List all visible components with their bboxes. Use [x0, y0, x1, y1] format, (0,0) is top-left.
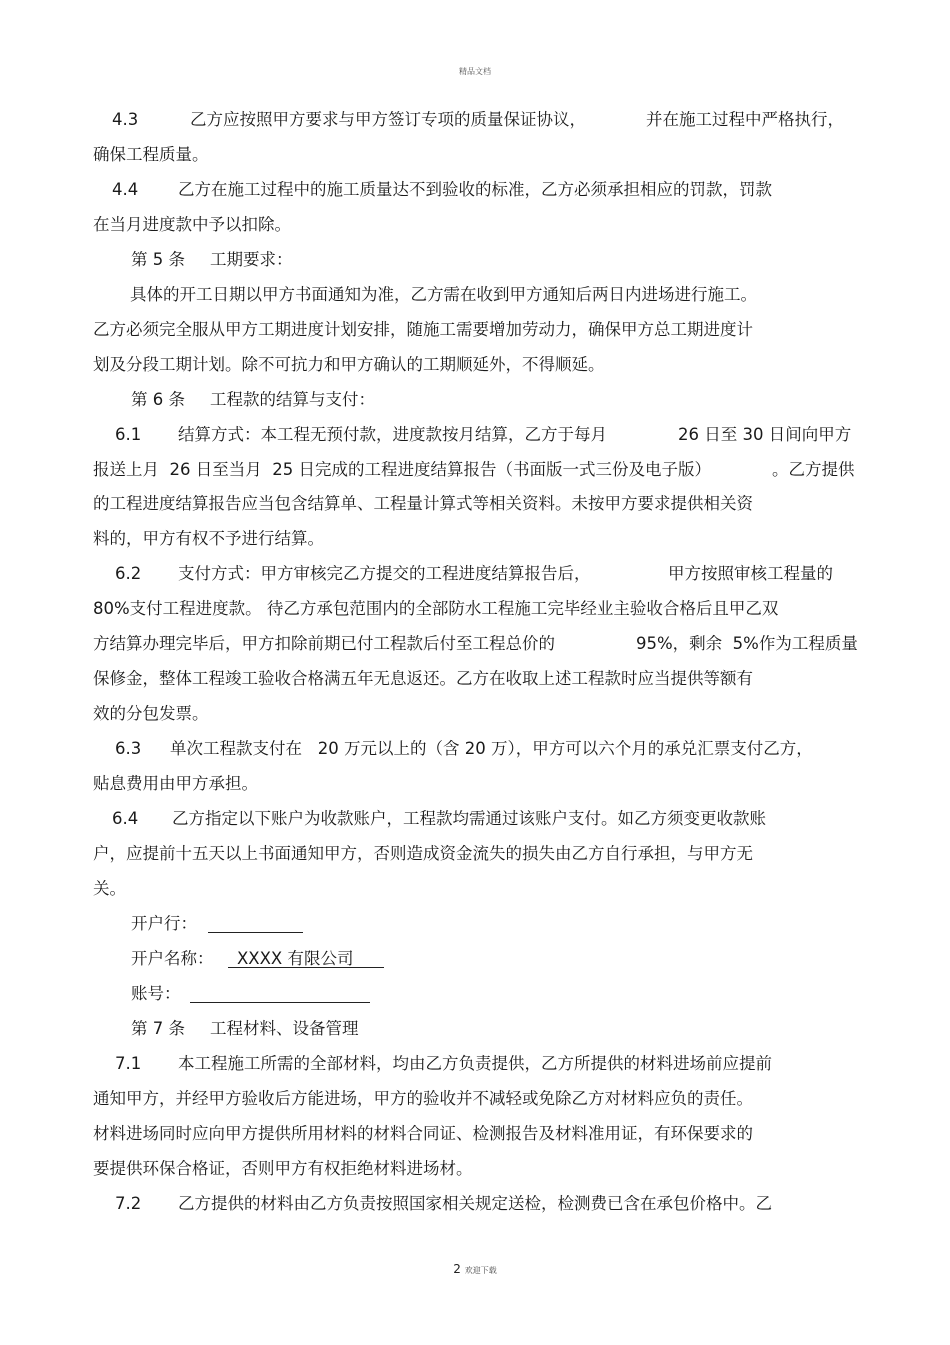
paragraph-line: 效的分包发票。	[93, 704, 209, 723]
paragraph-line: 在当月进度款中予以扣除。	[93, 215, 291, 234]
paragraph-line: 方结算办理完毕后，甲方扣除前期已付工程款后付至工程总价的	[93, 634, 555, 653]
account-name-value: XXXX 有限公司	[237, 949, 354, 968]
paragraph-line: 6.3	[115, 739, 142, 758]
footer-text: 欢迎下载	[464, 1266, 497, 1275]
bank-name-blank	[208, 932, 303, 933]
article-heading: 工程材料、设备管理	[210, 1019, 359, 1038]
account-name-label: 开户名称：	[131, 949, 214, 968]
paragraph-line: 乙方提供的材料由乙方负责按照国家相关规定送检，检测费已含在承包价格中。乙	[178, 1194, 772, 1213]
paragraph-line: 乙方指定以下账户为收款账户，工程款均需通过该账户支付。如乙方须变更收款账	[172, 809, 766, 828]
paragraph-line: 的工程进度结算报告应当包含结算单、工程量计算式等相关资料。未按甲方要求提供相关资	[93, 494, 753, 513]
paragraph-line: 乙方必须完全服从甲方工期进度计划安排，随施工需要增加劳动力，确保甲方总工期进度计	[93, 320, 753, 339]
paragraph-line: 乙方在施工过程中的施工质量达不到验收的标准，乙方必须承担相应的罚款，罚款	[178, 180, 772, 199]
paragraph-line: 通知甲方，并经甲方验收后方能进场，甲方的验收并不减轻或免除乙方对材料应负的责任。	[93, 1089, 753, 1108]
paragraph-line: 划及分段工期计划。除不可抗力和甲方确认的工期顺延外，不得顺延。	[93, 355, 605, 374]
paragraph-line: 并在施工过程中严格执行，	[646, 110, 844, 129]
paragraph-line: 26 日至 30 日间向甲方	[678, 425, 852, 444]
account-number-blank	[190, 1002, 370, 1003]
paragraph-line: 确保工程质量。	[93, 145, 209, 164]
bank-name-label: 开户行：	[131, 914, 197, 933]
article-heading: 工程款的结算与支付：	[210, 390, 375, 409]
paragraph-line: 4.4	[112, 180, 139, 199]
article-heading: 第 7 条	[131, 1019, 185, 1038]
paragraph-line: 报送上月 26 日至当月 25 日完成的工程进度结算报告（书面版一式三份及电子版）	[93, 460, 711, 479]
paragraph-line: 贴息费用由甲方承担。	[93, 774, 258, 793]
page-footer	[0, 1262, 950, 1276]
paragraph-line: 80%支付工程进度款。 待乙方承包范围内的全部防水工程施工完毕经业主验收合格后且甲乙双	[93, 599, 779, 618]
paragraph-line: 6.1	[115, 425, 142, 444]
page-number: 2	[453, 1262, 461, 1276]
paragraph-line: 95%，剩余 5%作为工程质量	[636, 634, 858, 653]
paragraph-line: 保修金，整体工程竣工验收合格满五年无息返还。乙方在收取上述工程款时应当提供等额有	[93, 669, 753, 688]
paragraph-line: 料的，甲方有权不予进行结算。	[93, 529, 324, 548]
paragraph-line: 材料进场同时应向甲方提供所用材料的材料合同证、检测报告及材料准用证，有环保要求的	[93, 1124, 753, 1143]
paragraph-line: 结算方式：本工程无预付款，进度款按月结算，乙方于每月	[178, 425, 607, 444]
paragraph-line: 7.1	[115, 1054, 142, 1073]
paragraph-line: 甲方按照审核工程量的	[668, 564, 833, 583]
paragraph-line: 乙方应按照甲方要求与甲方签订专项的质量保证协议，	[190, 110, 586, 129]
paragraph-line: 6.4	[112, 809, 139, 828]
paragraph-line: 4.3	[112, 110, 139, 129]
account-number-label: 账号：	[131, 984, 181, 1003]
article-heading: 第 6 条	[131, 390, 185, 409]
article-heading: 工期要求：	[210, 250, 293, 269]
article-heading: 第 5 条	[131, 250, 185, 269]
paragraph-line: 7.2	[115, 1194, 142, 1213]
paragraph-line: 要提供环保合格证，否则甲方有权拒绝材料进场材。	[93, 1159, 473, 1178]
paragraph-line: 具体的开工日期以甲方书面通知为准，乙方需在收到甲方通知后两日内进场进行施工。	[130, 285, 757, 304]
page-header: 精品文档	[459, 67, 491, 76]
paragraph-line: 支付方式：甲方审核完乙方提交的工程进度结算报告后，	[178, 564, 591, 583]
paragraph-line: 。乙方提供	[772, 460, 855, 479]
paragraph-line: 本工程施工所需的全部材料，均由乙方负责提供，乙方所提供的材料进场前应提前	[178, 1054, 772, 1073]
paragraph-line: 户，应提前十五天以上书面通知甲方，否则造成资金流失的损失由乙方自行承担，与甲方无	[93, 844, 753, 863]
paragraph-line: 关。	[93, 879, 126, 898]
paragraph-line: 6.2	[115, 564, 142, 583]
paragraph-line: 单次工程款支付在 20 万元以上的（含 20 万），甲方可以六个月的承兑汇票支付乙方，	[170, 739, 813, 758]
